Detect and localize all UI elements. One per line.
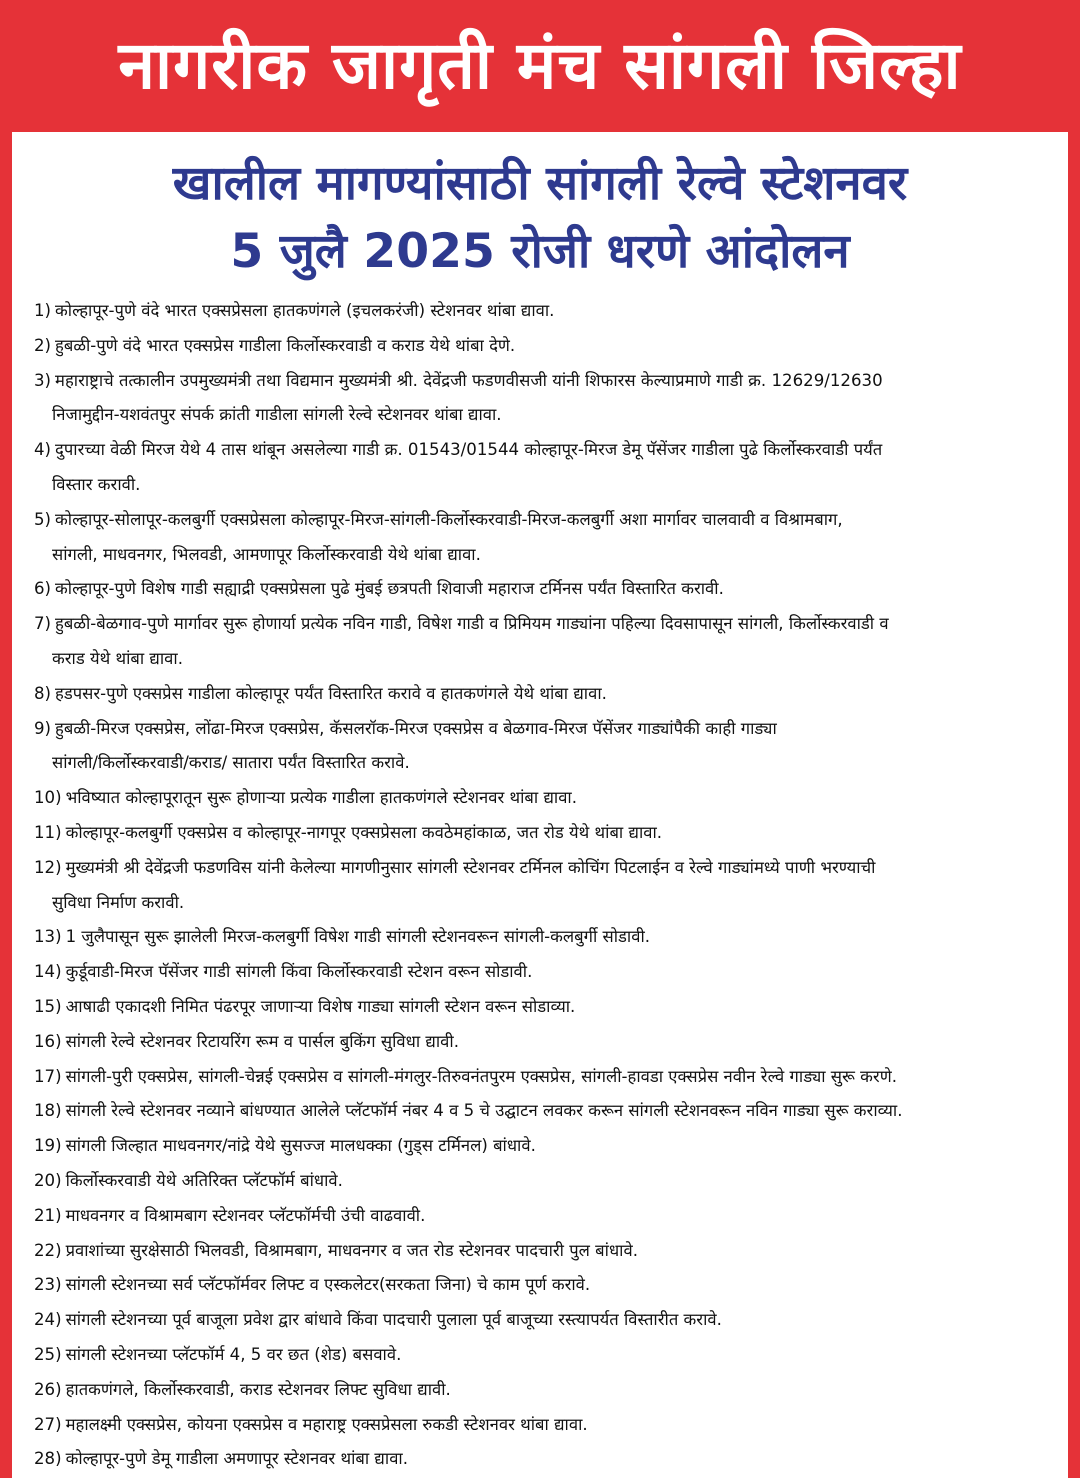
demand-text-continued: सुविधा निर्माण करावी. — [52, 892, 185, 912]
demand-item — [34, 1025, 1060, 1060]
demand-item — [34, 1338, 1060, 1373]
headline-line-2: 5 जुलै 2025 रोजी धरणे आंदोलन — [230, 224, 850, 279]
demand-number: 5) — [34, 509, 52, 529]
demand-number: 8) — [34, 683, 52, 703]
demand-text-continued: कराड येथे थांबा द्यावा. — [52, 648, 183, 668]
demand-item — [34, 1442, 1060, 1477]
demand-text: महालक्ष्मी एक्सप्रेस, कोयना एक्सप्रेस व महाराष्ट्र एक्सप्रेसला रुकडी स्टेशनवर थांबा द्यावा. — [65, 1414, 588, 1434]
demand-number: 4) — [34, 440, 52, 460]
demand-text-continued: सांगली/किर्लोस्करवाडी/कराड/ सातारा पर्यंत विस्तारित करावे. — [52, 753, 410, 773]
demand-text: सांगली स्टेशनच्या सर्व प्लॅटफॉर्मवर लिफ्ट व एस्कलेटर(सरकता जिना) चे काम पूर्ण करावे. — [65, 1275, 591, 1295]
demand-text: सांगली रेल्वे स्टेशनवर रिटायरिंग रूम व पार्सल बुकिंग सुविधा द्यावी. — [65, 1031, 459, 1051]
demand-number: 3) — [34, 370, 52, 390]
title-banner — [0, 0, 1080, 132]
demand-text: सांगली जिल्हात माधवनगर/नांद्रे येथे सुसज्ज मालधक्का (गुड्स टर्मिनल) बांधावे. — [65, 1136, 536, 1156]
demand-text: सांगली रेल्वे स्टेशनवर नव्याने बांधण्यात आलेले प्लॅटफॉर्म नंबर 4 व 5 चे उद्घाटन लवकर करून सांगली स्टेशनवरून नविन गाड्या सुरू कराव्या. — [65, 1101, 903, 1121]
demand-item — [34, 920, 1060, 955]
demand-text: किर्लोस्करवाडी येथे अतिरिक्त प्लॅटफॉर्म बांधावे. — [65, 1170, 343, 1190]
demand-item — [34, 433, 1060, 503]
demand-item — [34, 955, 1060, 990]
demand-number: 19) — [34, 1136, 62, 1156]
demand-text: कोल्हापूर-पुणे विशेष गाडी सह्याद्री एक्सप्रेसला पुढे मुंबई छत्रपती शिवाजी महाराज टर्मिनस पर्यंत विस्तारित करावी. — [55, 579, 724, 599]
demand-text: 1 जुलैपासून सुरू झालेली मिरज-कलबुर्गी विषेश गाडी सांगली स्टेशनवरून सांगली-कलबुर्गी सोडावी. — [65, 927, 651, 947]
demand-item — [34, 1408, 1060, 1443]
demand-text: दुपारच्या वेळी मिरज येथे 4 तास थांबून असलेल्या गाडी क्र. 01543/01544 कोल्हापूर-मिरज डेमू पॅसेंजर गाडीला पुढे किर्लोस्करवाडी पर्यंत — [55, 440, 883, 460]
demand-text: मुख्यमंत्री श्री देवेंद्रजी फडणविस यांनी केलेल्या मागणीनुसार सांगली स्टेशनवर टर्मिनल कोचिंग पिटलाईन व रेल्वे गाड्यांमध्ये पाणी भरण्याची — [65, 857, 876, 877]
demand-text-continued: सांगली, माधवनगर, भिलवडी, आमणापूर किर्लोस्करवाडी येथे थांबा द्यावा. — [52, 544, 481, 564]
demand-item — [34, 503, 1060, 573]
demand-list — [12, 294, 1068, 1477]
demand-item — [34, 816, 1060, 851]
demand-text: प्रवाशांच्या सुरक्षेसाठी भिलवडी, विश्रामबाग, माधवनगर व जत रोड स्टेशनवर पादचारी पुल बांधावे. — [65, 1240, 638, 1260]
demand-number: 25) — [34, 1344, 62, 1364]
headline-line-1: खालील मागण्यांसाठी सांगली रेल्वे स्टेशनवर — [172, 156, 908, 211]
content-panel — [12, 132, 1068, 1478]
demand-text: हुबळी-पुणे वंदे भारत एक्सप्रेस गाडीला किर्लोस्करवाडी व कराड येथे थांबा देणे. — [55, 335, 516, 355]
demand-text-continued: विस्तार करावी. — [52, 474, 141, 494]
demand-item — [34, 294, 1060, 329]
demand-number: 9) — [34, 718, 52, 738]
demand-text: कोल्हापूर-सोलापूर-कलबुर्गी एक्सप्रेसला कोल्हापूर-मिरज-सांगली-किर्लोस्करवाडी-मिरज-कलबुर्गी अशा मार्गावर चालवावी व विश्रामबाग, — [55, 509, 843, 529]
demand-text: सांगली-पुरी एक्सप्रेस, सांगली-चेन्नई एक्सप्रेस व सांगली-मंगलुर-तिरुवनंतपुरम एक्सप्रेस, सांगली-हावडा एक्सप्रेस नवीन रेल्वे गाड्या सुरू करणे. — [65, 1066, 897, 1086]
demand-item — [34, 1060, 1060, 1095]
demand-number: 20) — [34, 1170, 62, 1190]
demand-item — [34, 712, 1060, 782]
demand-number: 6) — [34, 579, 52, 599]
demand-item — [34, 781, 1060, 816]
demand-item — [34, 677, 1060, 712]
banner-title: नागरीक जागृती मंच सांगली जिल्हा — [118, 27, 962, 104]
demand-item — [34, 851, 1060, 921]
demand-number: 7) — [34, 614, 52, 634]
demand-number: 16) — [34, 1031, 62, 1051]
demand-text: कोल्हापूर-कलबुर्गी एक्सप्रेस व कोल्हापूर-नागपूर एक्सप्रेसला कवठेमहांकाळ, जत रोड येथे थांबा द्यावा. — [65, 822, 663, 842]
demand-text: भविष्यात कोल्हापूरातून सुरू होणाऱ्या प्रत्येक गाडीला हातकणंगले स्टेशनवर थांबा द्यावा. — [65, 788, 578, 808]
demand-number: 2) — [34, 335, 52, 355]
demand-number: 23) — [34, 1275, 62, 1295]
demand-item — [34, 1094, 1060, 1129]
demand-item — [34, 1129, 1060, 1164]
demand-text: सांगली स्टेशनच्या पूर्व बाजूला प्रवेश द्वार बांधावे किंवा पादचारी पुलाला पूर्व बाजूच्या रस्त्यापर्यत विस्तारीत करावे. — [65, 1310, 722, 1330]
headline — [12, 150, 1068, 286]
demand-text: कुर्डूवाडी-मिरज पॅसेंजर गाडी सांगली किंवा किर्लोस्करवाडी स्टेशन वरून सोडावी. — [65, 962, 533, 982]
demand-number: 26) — [34, 1379, 62, 1399]
demand-item — [34, 607, 1060, 677]
demand-item — [34, 990, 1060, 1025]
demand-number: 27) — [34, 1414, 62, 1434]
demand-number: 17) — [34, 1066, 62, 1086]
demand-number: 21) — [34, 1205, 62, 1225]
demand-text: कोल्हापूर-पुणे वंदे भारत एक्सप्रेसला हातकणंगले (इचलकरंजी) स्टेशनवर थांबा द्यावा. — [55, 301, 555, 320]
demand-text: महाराष्ट्राचे तत्कालीन उपमुख्यमंत्री तथा विद्यमान मुख्यमंत्री श्री. देवेंद्रजी फडणवीसजी यांनी शिफारस केल्याप्रमाणे गाडी क्र. 12629/12630 — [55, 370, 883, 390]
demand-number: 1) — [34, 301, 52, 320]
demand-text: हातकणंगले, किर्लोस्करवाडी, कराड स्टेशनवर लिफ्ट सुविधा द्यावी. — [65, 1379, 451, 1399]
demand-item — [34, 1199, 1060, 1234]
demand-text: हुबळी-मिरज एक्सप्रेस, लोंढा-मिरज एक्सप्रेस, कॅसलरॉक-मिरज एक्सप्रेस व बेळगाव-मिरज पॅसेंजर गाड्यांपैकी काही गाड्या — [55, 718, 777, 738]
demand-number: 22) — [34, 1240, 62, 1260]
demand-number: 11) — [34, 822, 62, 842]
demand-item — [34, 364, 1060, 434]
demand-text: सांगली स्टेशनच्या प्लॅटफॉर्म 4, 5 वर छत (शेड) बसवावे. — [65, 1344, 402, 1364]
demand-item — [34, 1234, 1060, 1269]
demand-number: 13) — [34, 927, 62, 947]
demand-number: 14) — [34, 962, 62, 982]
demand-number: 12) — [34, 857, 62, 877]
demand-number: 24) — [34, 1310, 62, 1330]
demand-item — [34, 1164, 1060, 1199]
demand-text: कोल्हापूर-पुणे डेमू गाडीला अमणापूर स्टेशनवर थांबा द्यावा. — [65, 1449, 408, 1469]
demand-item — [34, 1303, 1060, 1338]
demand-item — [34, 1373, 1060, 1408]
demand-text: आषाढी एकादशी निमित पंढरपूर जाणाऱ्या विशेष गाड्या सांगली स्टेशन वरून सोडाव्या. — [65, 996, 576, 1016]
demand-text-continued: निजामुद्दीन-यशवंतपुर संपर्क क्रांती गाडीला सांगली रेल्वे स्टेशनवर थांबा द्यावा. — [52, 405, 502, 425]
demand-item — [34, 329, 1060, 364]
demand-number: 15) — [34, 996, 62, 1016]
demand-item — [34, 572, 1060, 607]
demand-item — [34, 1268, 1060, 1303]
demand-text: माधवनगर व विश्रामबाग स्टेशनवर प्लॅटफॉर्मची उंची वाढवावी. — [65, 1205, 426, 1225]
demand-number: 28) — [34, 1449, 62, 1469]
demand-number: 10) — [34, 788, 62, 808]
demand-text: हुबळी-बेळगाव-पुणे मार्गावर सुरू होणार्या प्रत्येक नविन गाडी, विषेश गाडी व प्रिमियम गाड्यांना पहिल्या दिवसापासून सांगली, किर्लोस्करवाडी व — [55, 614, 889, 634]
demand-text: हडपसर-पुणे एक्सप्रेस गाडीला कोल्हापूर पर्यंत विस्तारित करावे व हातकणंगले येथे थांबा द्यावा. — [55, 683, 607, 703]
demand-number: 18) — [34, 1101, 62, 1121]
